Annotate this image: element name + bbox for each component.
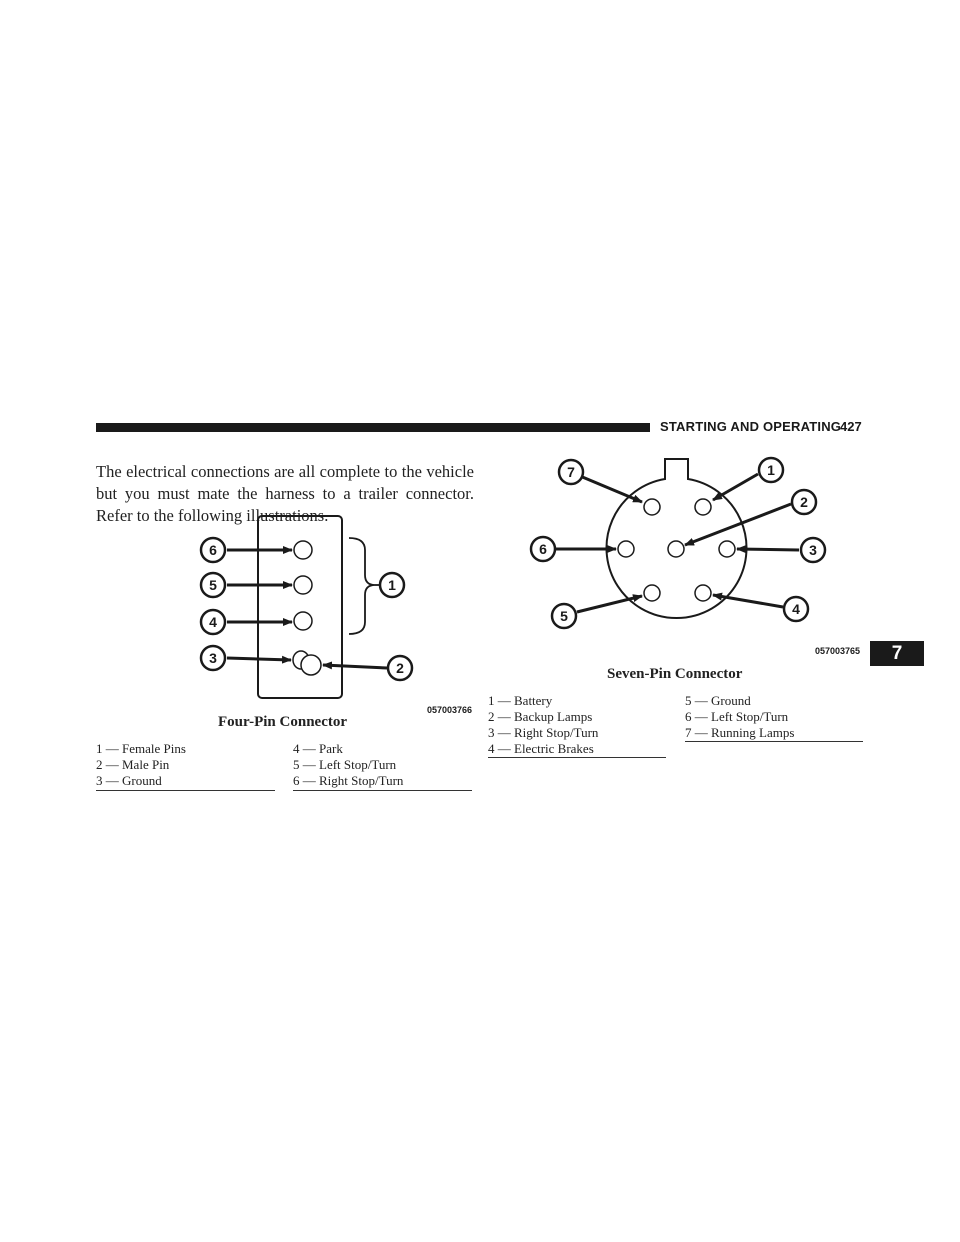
header-section-title: STARTING AND OPERATING xyxy=(660,419,842,434)
seven-pin-socket xyxy=(644,499,660,515)
four-pin-socket xyxy=(294,576,312,594)
four-pin-diagram xyxy=(195,510,480,715)
svg-text:3: 3 xyxy=(809,542,817,558)
seven-pin-callout-2 xyxy=(792,490,816,514)
seven-pin-callout-1 xyxy=(759,458,783,482)
seven-pin-callout-4 xyxy=(784,597,808,621)
intro-paragraph: The electrical connections are all complete to the vehicle but you must mate the harness to a trailer connector. Refer to the following illustrations. xyxy=(96,461,474,525)
page-number: 427 xyxy=(840,419,862,434)
four-pin-figure-code: 057003766 xyxy=(426,705,472,715)
seven-pin-socket xyxy=(719,541,735,557)
svg-text:3: 3 xyxy=(209,650,217,666)
seven-pin-housing xyxy=(607,459,747,618)
svg-text:4: 4 xyxy=(209,614,217,630)
seven-pin-socket xyxy=(695,585,711,601)
svg-text:6: 6 xyxy=(539,541,547,557)
legend-item: 3 — Right Stop/Turn xyxy=(488,725,599,740)
svg-text:1: 1 xyxy=(388,577,396,593)
seven-pin-figure-code: 057003765 xyxy=(814,646,860,656)
seven-pin-arrow-1 xyxy=(713,474,758,500)
legend-item: 6 — Left Stop/Turn xyxy=(685,709,789,724)
four-pin-callout-6 xyxy=(201,538,225,562)
four-pin-male-pin xyxy=(301,655,321,675)
four-pin-legend-right xyxy=(293,741,403,789)
seven-pin-arrow-7 xyxy=(580,476,642,502)
seven-pin-callout-7 xyxy=(559,460,583,484)
svg-text:1: 1 xyxy=(767,462,775,478)
four-pin-caption: Four-Pin Connector xyxy=(218,714,348,730)
four-pin-legend-left xyxy=(96,741,186,789)
four-pin-bracket xyxy=(349,538,375,634)
seven-pin-callout-6 xyxy=(531,537,555,561)
four-pin-callout-5 xyxy=(201,573,225,597)
svg-text:2: 2 xyxy=(396,660,404,676)
seven-pin-socket xyxy=(695,499,711,515)
header-bar xyxy=(96,423,650,432)
legend-item: 2 — Male Pin xyxy=(96,757,170,772)
chapter-tab: 7 xyxy=(870,641,924,666)
legend-item: 3 — Ground xyxy=(96,773,162,788)
four-pin-housing xyxy=(258,516,342,698)
four-pin-callout-4 xyxy=(201,610,225,634)
legend-item: 7 — Running Lamps xyxy=(685,725,795,740)
seven-pin-diagram xyxy=(525,452,865,658)
legend-item: 4 — Electric Brakes xyxy=(488,741,594,756)
seven-pin-socket xyxy=(618,541,634,557)
legend-item: 4 — Park xyxy=(293,741,343,756)
seven-pin-arrow-3 xyxy=(737,549,799,550)
legend-item: 5 — Ground xyxy=(685,693,751,708)
seven-pin-legend-rule-left xyxy=(488,757,666,758)
seven-pin-legend-right xyxy=(685,693,794,741)
seven-pin-callout-3 xyxy=(801,538,825,562)
seven-pin-socket xyxy=(644,585,660,601)
legend-item: 5 — Left Stop/Turn xyxy=(293,757,397,772)
svg-text:7: 7 xyxy=(567,464,575,480)
svg-text:5: 5 xyxy=(209,577,217,593)
svg-text:4: 4 xyxy=(792,601,800,617)
four-pin-socket xyxy=(294,612,312,630)
seven-pin-callout-5 xyxy=(552,604,576,628)
four-pin-socket xyxy=(294,541,312,559)
four-pin-legend-rule-left xyxy=(96,790,275,791)
seven-pin-arrow-5 xyxy=(577,596,642,612)
four-pin-callout-2 xyxy=(388,656,412,680)
legend-item: 1 — Battery xyxy=(488,693,553,708)
svg-text:5: 5 xyxy=(560,608,568,624)
legend-item: 6 — Right Stop/Turn xyxy=(293,773,404,788)
seven-pin-arrow-2 xyxy=(685,504,791,545)
four-pin-callout-3 xyxy=(201,646,225,670)
svg-text:2: 2 xyxy=(800,494,808,510)
seven-pin-socket xyxy=(668,541,684,557)
seven-pin-legend-left xyxy=(488,693,598,757)
svg-text:6: 6 xyxy=(209,542,217,558)
seven-pin-legend-rule-right xyxy=(685,741,863,742)
four-pin-arrow-2 xyxy=(323,665,387,668)
legend-item: 1 — Female Pins xyxy=(96,741,186,756)
seven-pin-caption: Seven-Pin Connector xyxy=(607,666,743,682)
four-pin-arrow-3 xyxy=(227,658,291,660)
four-pin-legend-rule-right xyxy=(293,790,472,791)
legend-item: 2 — Backup Lamps xyxy=(488,709,593,724)
four-pin-callout-1 xyxy=(380,573,404,597)
